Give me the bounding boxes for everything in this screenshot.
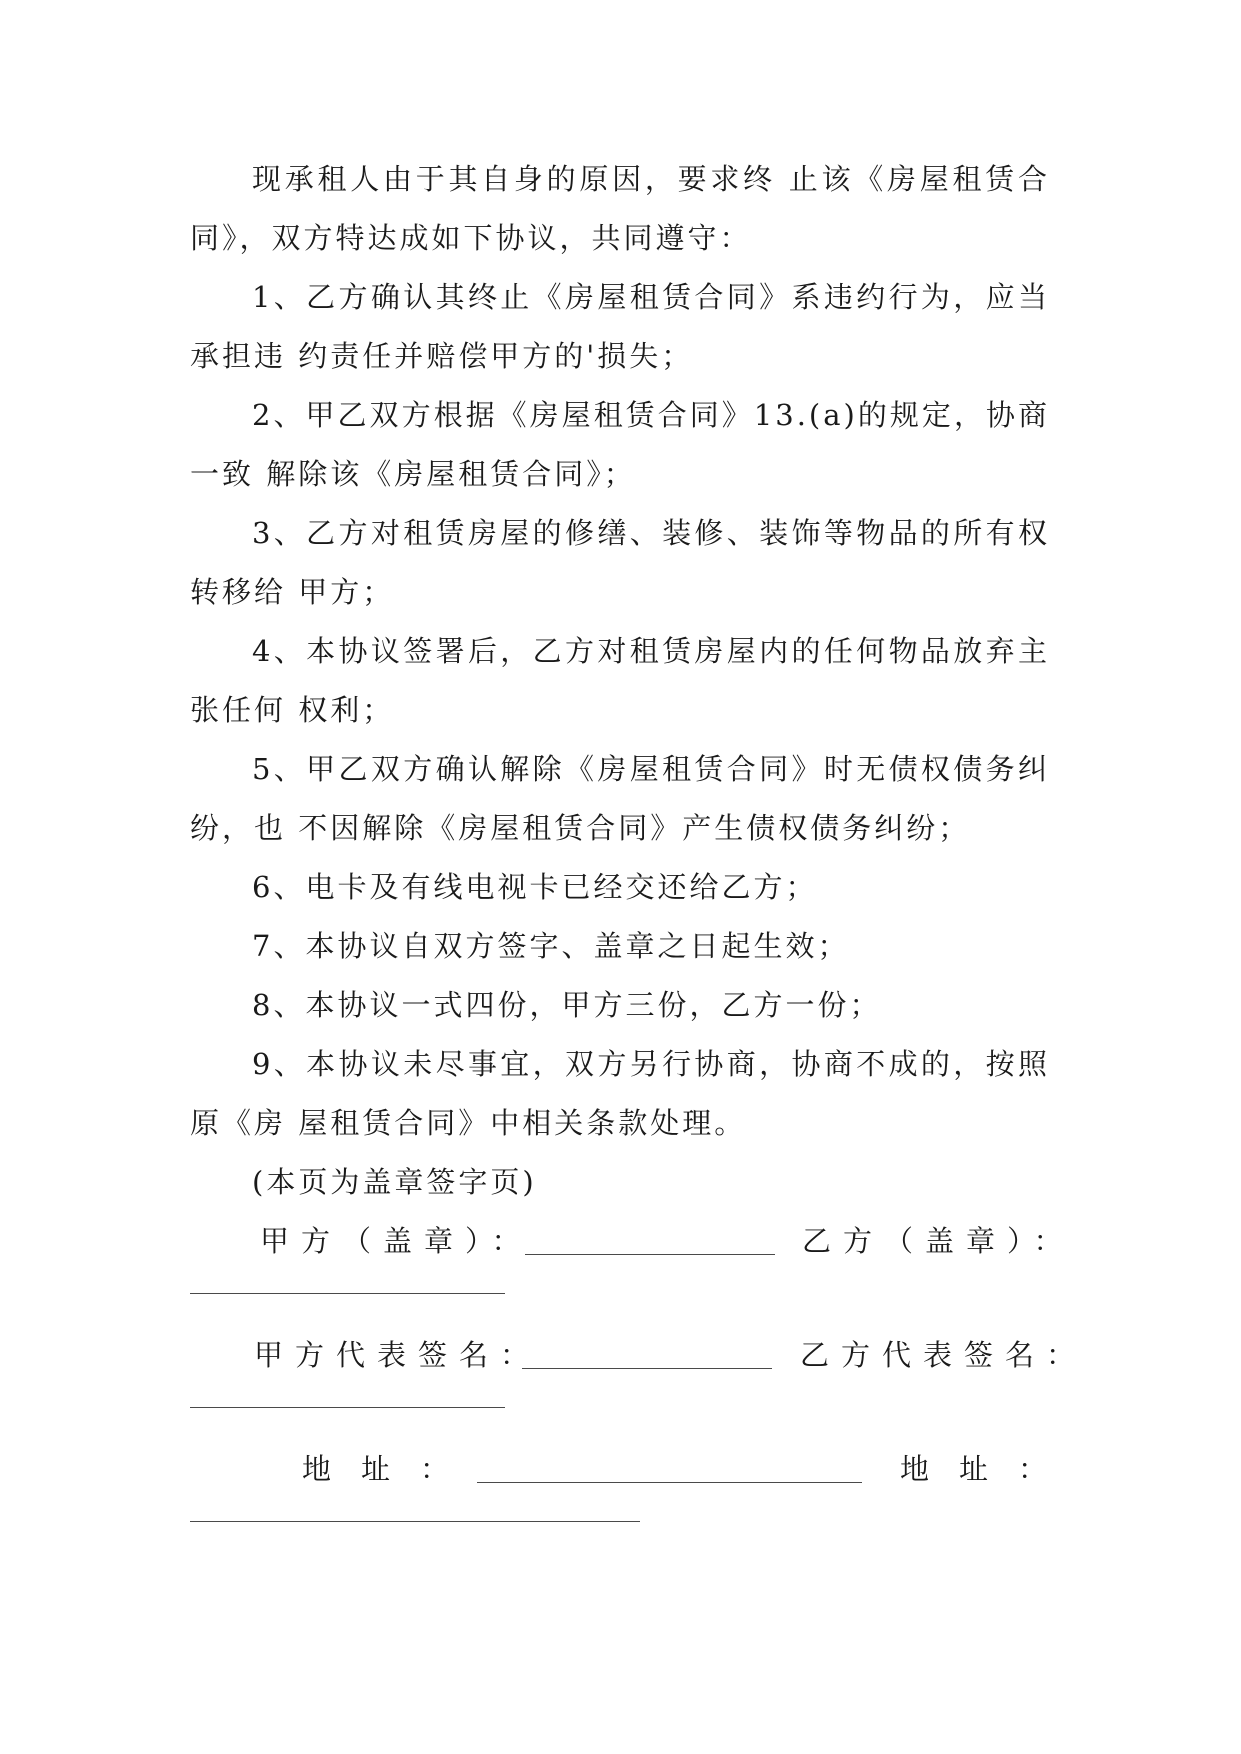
address-b-blank[interactable] xyxy=(190,1521,640,1522)
party-a-rep-label: 甲方代表签名： xyxy=(254,1338,542,1372)
clause-3: 3、乙方对租赁房屋的修缮、装修、装饰等物品的所有权转移给 甲方； xyxy=(190,516,1050,609)
clause-4: 4、本协议签署后，乙方对租赁房屋内的任何物品放弃主张任何 权利； xyxy=(190,634,1050,727)
paragraph-intro: 现承租人由于其自身的原因，要求终 止该《房屋租赁合同》，双方特达成如下协议，共同遵守： xyxy=(190,162,1050,255)
address-row xyxy=(190,1440,1078,1499)
party-b-rep-label: 乙方代表签名： xyxy=(800,1338,1088,1372)
clause-9: 9、本协议未尽事宜，双方另行协商，协商不成的，按照原《房 屋租赁合同》中相关条款处理。 xyxy=(190,1047,1050,1140)
clause-6: 6、电卡及有线电视卡已经交还给乙方； xyxy=(252,870,818,904)
address-b-blank-row xyxy=(190,1499,1050,1554)
party-b-seal-label: 乙方（盖章）： xyxy=(802,1224,1075,1258)
address-b-label: 地址： xyxy=(900,1452,1078,1486)
party-a-seal-blank[interactable] xyxy=(525,1254,775,1255)
clause-1: 1、乙方确认其终止《房屋租赁合同》系违约行为，应当承担违 约责任并赔偿甲方的'损失； xyxy=(190,280,1050,373)
seal-row xyxy=(190,1212,1075,1271)
clause-5: 5、甲乙双方确认解除《房屋租赁合同》时无债权债务纠纷，也 不因解除《房屋租赁合同》产生债权债务纠纷； xyxy=(190,752,1050,845)
clause-2: 2、甲乙双方根据《房屋租赁合同》13.(a)的规定，协商一致 解除该《房屋租赁合同》； xyxy=(190,398,1050,491)
party-b-rep-blank[interactable] xyxy=(190,1407,505,1408)
party-b-seal-blank[interactable] xyxy=(190,1293,505,1294)
party-a-rep-blank[interactable] xyxy=(522,1368,772,1369)
address-a-label: 地址： xyxy=(302,1452,480,1486)
clause-8: 8、本协议一式四份，甲方三份，乙方一份； xyxy=(252,988,882,1022)
document-page xyxy=(190,150,1088,1554)
party-b-rep-blank-row xyxy=(190,1385,1050,1440)
signature-page-note: (本页为盖章签字页) xyxy=(252,1165,537,1199)
clause-7: 7、本协议自双方签字、盖章之日起生效； xyxy=(252,929,850,963)
representative-row xyxy=(190,1326,1088,1385)
party-a-seal-label: 甲方（盖章）： xyxy=(260,1224,533,1258)
party-b-seal-blank-row xyxy=(190,1271,1050,1326)
address-a-blank[interactable] xyxy=(477,1482,862,1483)
